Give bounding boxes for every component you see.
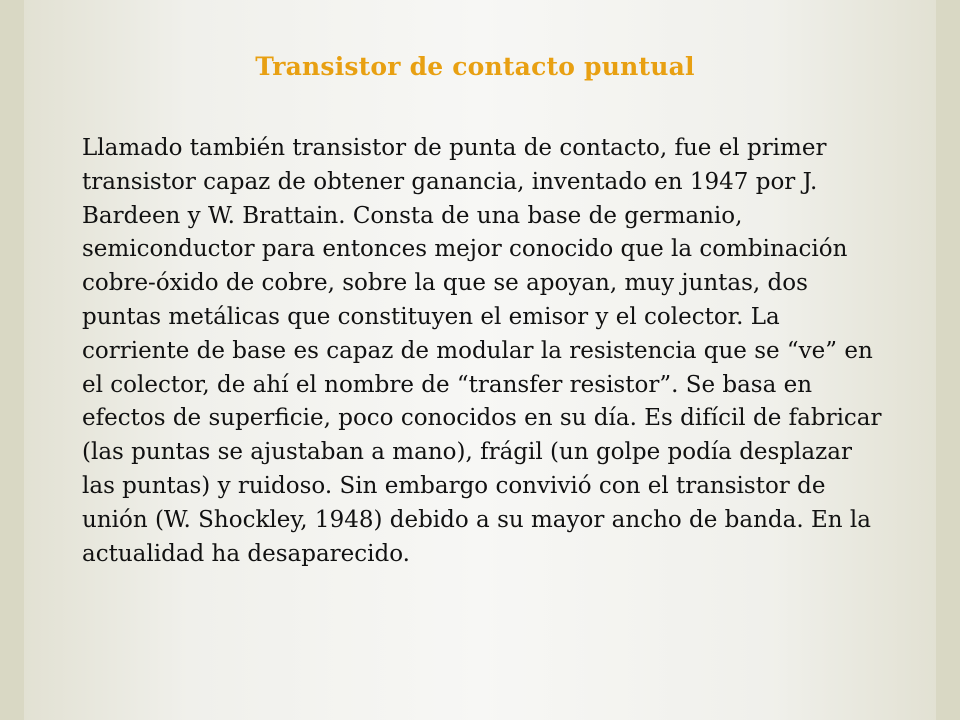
slide-title: Transistor de contacto puntual [255, 52, 695, 81]
slide-body-text: Llamado también transistor de punta de contacto, fue el primer transistor capaz de obtener ganancia, inventado en 1947 por J. Bardeen y W. Brattain. Consta de una base de germanio, semiconductor para entonces mejor conocido que la combinación cobre-óxido de cobre, sobre la que se apoyan, muy juntas, dos puntas metálicas que constituyen el emisor y el colector. La corriente de base es capaz de modular la resistencia que se “ve” en el colector, de ahí el nombre de “transfer resistor”. Se basa en efectos de superficie, poco conocidos en su día. Es difícil de fabricar (las puntas se ajustaban a mano), frágil (un golpe podía desplazar las puntas) y ruidoso. Sin embargo convivió con el transistor de unión (W. Shockley, 1948) debido a su mayor ancho de banda. En la actualidad ha desaparecido. [82, 135, 882, 567]
